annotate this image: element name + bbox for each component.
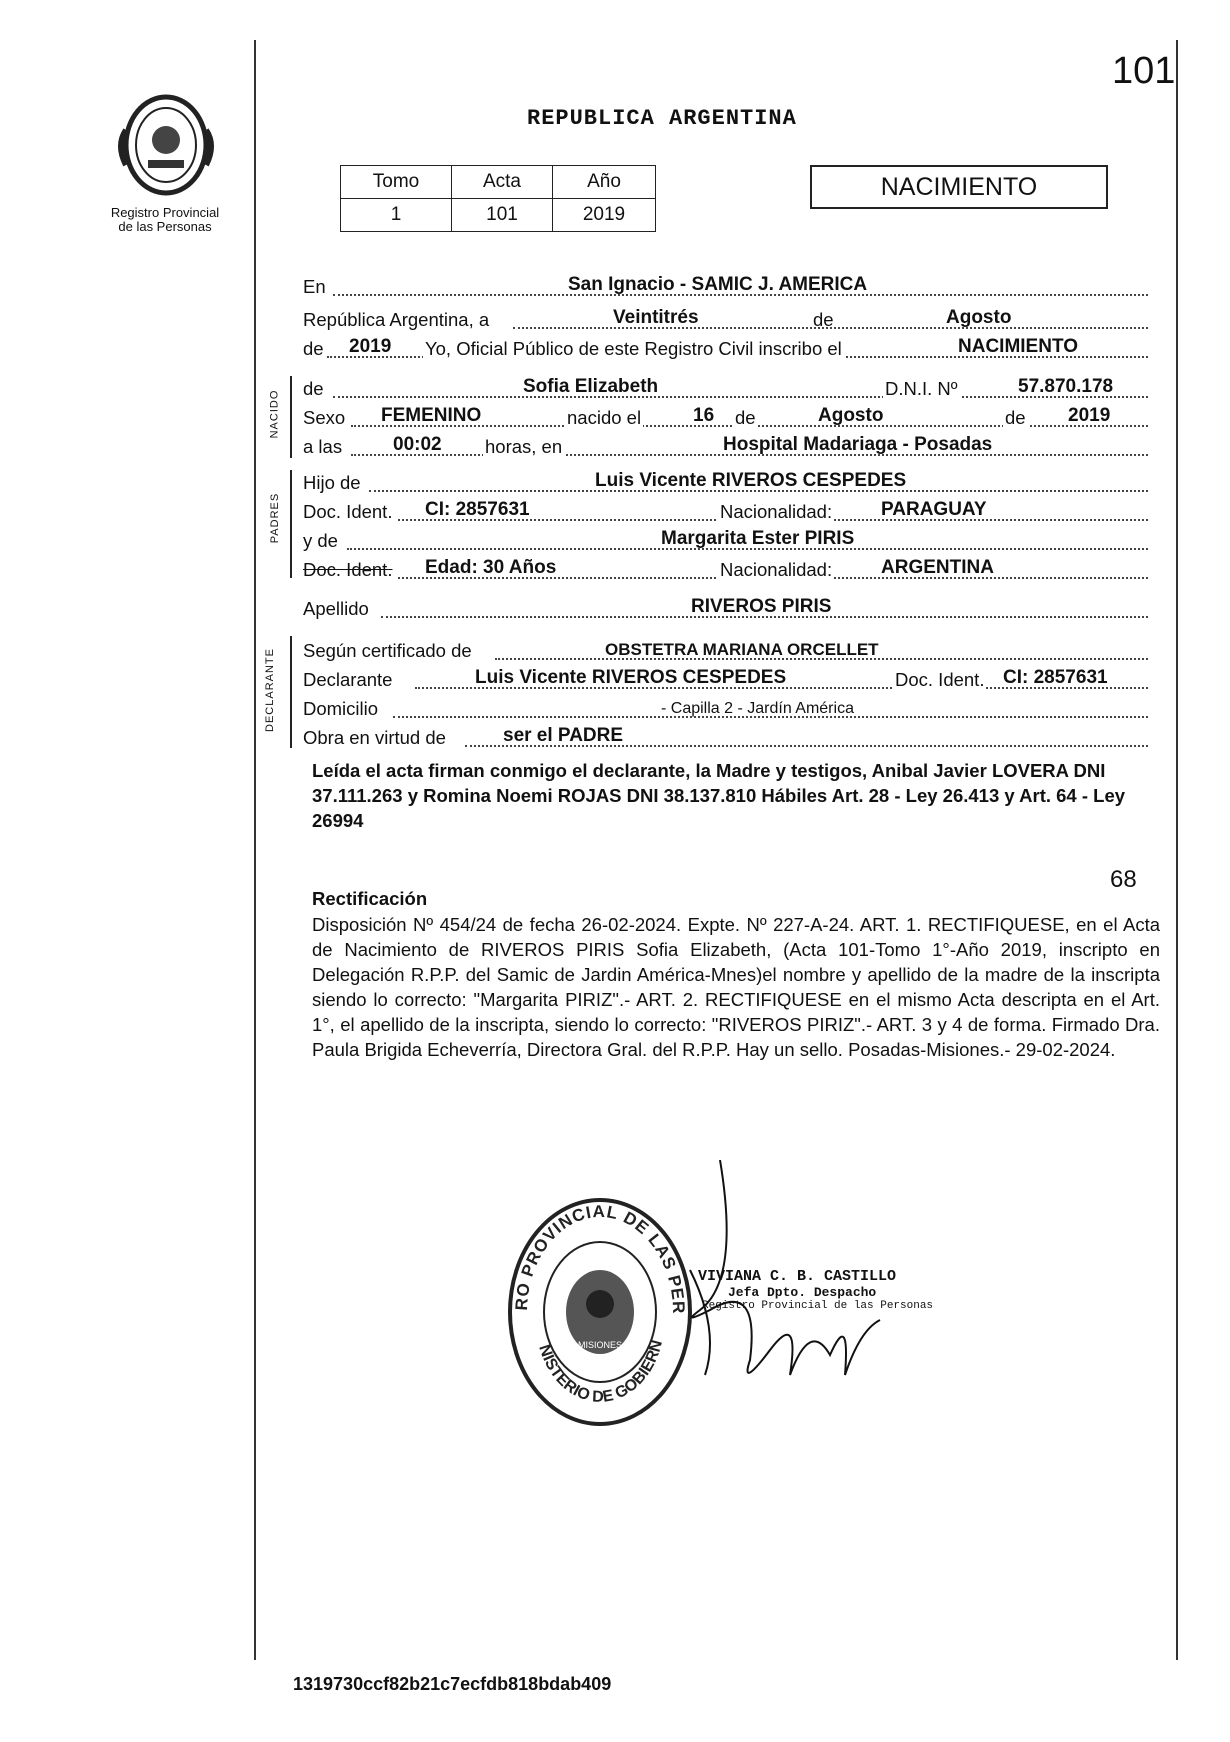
- value-padre: Luis Vicente RIVEROS CESPEDES: [595, 470, 907, 491]
- record-table-header: [341, 166, 656, 199]
- value-inscribo: NACIMIENTO: [958, 336, 1078, 357]
- rectificacion-heading: Rectificación: [312, 888, 428, 909]
- label-republica: República Argentina, a: [303, 309, 490, 330]
- label-alas: a las: [303, 436, 343, 457]
- stamp-line3: Registro Provincial de las Personas: [702, 1300, 934, 1312]
- value-year: 2019: [349, 336, 392, 357]
- header-acta: Acta: [452, 166, 553, 199]
- form-row-sexo: [303, 403, 1158, 433]
- rectificacion-text: Disposición Nº 454/24 de fecha 26-02-2024. Expte. Nº 227-A-24. ART. 1. RECTIFIQUESE, en el Acta de Nacimiento de RIVEROS PIRIS Sofia Elizabeth, (Acta 101-Tomo 1°-Año 2019, inscripto en Delegación R.P.P. del Samic de Jardin América-Mnes)el nombre y apellido de la madre de la inscripta siendo lo correcto: "Margarita PIRIZ".- ART. 2. RECTIFIQUESE en el mismo Acta descripta en el Art. 1°, el apellido de la inscripta, siendo lo correcto: "RIVEROS PIRIZ".- ART. 3 y 4 de forma. Firmado Dra. Paula Brigida Echeverría, Directora Gral. del R.P.P. Hay un sello. Posadas-Misiones.- 29-02-2024.: [312, 914, 1160, 1060]
- value-apellido: RIVEROS PIRIS: [691, 596, 832, 617]
- declarante-bracket: [290, 636, 292, 748]
- side-label-padres: PADRES: [269, 492, 282, 544]
- right-margin-line: [1176, 40, 1178, 1660]
- value-declarante: Luis Vicente RIVEROS CESPEDES: [475, 667, 787, 688]
- logo-caption: [90, 206, 240, 234]
- padres-bracket: [290, 470, 292, 578]
- logo-caption-line1: Registro Provincial: [110, 205, 220, 220]
- value-certificado: OBSTETRA MARIANA ORCELLET: [605, 640, 879, 659]
- record-table: [340, 165, 656, 232]
- label-de: de: [813, 309, 834, 330]
- label-segun: Según certificado de: [303, 640, 472, 661]
- label-nacionalidad: Nacionalidad:: [720, 501, 833, 522]
- form-row-inscribo: [303, 334, 1158, 364]
- value-nac-dia: 16: [693, 405, 715, 426]
- form-row-nombre: [303, 374, 1158, 404]
- value-madre-doc: Edad: 30 Años: [425, 557, 557, 578]
- label-doc2: Doc. Ident.: [303, 559, 393, 580]
- value-en: San Ignacio - SAMIC J. AMERICA: [568, 274, 868, 295]
- label-de2: de: [303, 338, 324, 359]
- value-padre-doc: CI: 2857631: [425, 499, 530, 520]
- form-row-madre: [303, 526, 1158, 556]
- side-label-declarante: DECLARANTE: [263, 648, 276, 732]
- seal-bottom-text: NISTERIO DE GOBIERN: [535, 1338, 667, 1406]
- official-seal: [505, 1196, 695, 1428]
- header-anio: Año: [553, 166, 656, 199]
- form-row-hora: [303, 432, 1158, 462]
- province-seal-icon: [112, 90, 220, 200]
- record-table-values: [341, 199, 656, 232]
- lectura-paragraph: Leída el acta firman conmigo el declarante, la Madre y testigos, Anibal Javier LOVERA DNI 37.111.263 y Romina Noemi ROJAS DNI 38.137.810 Hábiles Art. 28 - Ley 26.413 y Art. 64 - Ley 26994: [312, 760, 1126, 831]
- form-row-republica: [303, 305, 1158, 335]
- label-domicilio: Domicilio: [303, 698, 379, 719]
- value-dni: 57.870.178: [1018, 376, 1114, 397]
- signature-stamp: [698, 1268, 933, 1312]
- document-hash: 1319730ccf82b21c7ecfdb818bdab409: [293, 1674, 612, 1694]
- label-apellido: Apellido: [303, 598, 369, 619]
- label-nacionalidad2: Nacionalidad:: [720, 559, 833, 580]
- value-nac-anio: 2019: [1068, 405, 1111, 426]
- label-en: En: [303, 276, 326, 297]
- seal-top-text: RO PROVINCIAL DE LAS PER: [511, 1201, 689, 1315]
- form-row-padre-doc: [303, 497, 1158, 527]
- stamp-line2: Jefa Dpto. Despacho: [728, 1285, 877, 1300]
- form-row-en: [303, 272, 1158, 302]
- value-madre-nac: ARGENTINA: [881, 557, 994, 578]
- label-declarante: Declarante: [303, 669, 393, 690]
- form-row-hijo: [303, 468, 1158, 498]
- nacido-bracket: [290, 376, 292, 458]
- side-label-nacido: NACIDO: [268, 389, 281, 439]
- left-margin-line: [254, 40, 256, 1660]
- document-title: REPUBLICA ARGENTINA: [527, 106, 797, 131]
- label-de5: de: [1005, 407, 1026, 428]
- ministerio-seal-icon: [505, 1196, 695, 1428]
- label-nacido: nacido el: [567, 407, 642, 428]
- page-number: 101: [1112, 50, 1176, 92]
- label-yo: Yo, Oficial Público de este Registro Civil inscribo el: [425, 338, 842, 359]
- label-doc: Doc. Ident.: [303, 501, 393, 522]
- value-padre-nac: PARAGUAY: [881, 499, 987, 520]
- stamp-line1: VIVIANA C. B. CASTILLO: [698, 1268, 897, 1285]
- value-tomo: 1: [341, 199, 452, 232]
- record-type-box: NACIMIENTO: [810, 165, 1108, 209]
- value-day: Veintitrés: [613, 307, 699, 328]
- label-dni: D.N.I. Nº: [885, 378, 958, 399]
- form-row-domicilio: [303, 694, 1158, 724]
- form-row-obra: [303, 723, 1158, 753]
- value-declarante-doc: CI: 2857631: [1003, 667, 1108, 688]
- value-nombre: Sofia Elizabeth: [523, 376, 659, 397]
- value-lugar: Hospital Madariaga - Posadas: [723, 434, 993, 455]
- label-sexo: Sexo: [303, 407, 346, 428]
- value-hora: 00:02: [393, 434, 442, 455]
- value-domicilio: - Capilla 2 - Jardín América: [661, 700, 854, 717]
- form-row-madre-doc: [303, 555, 1158, 585]
- value-nac-mes: Agosto: [818, 405, 884, 426]
- seal-inner-text: MISIONES: [577, 1340, 623, 1350]
- value-sexo: FEMENINO: [381, 405, 482, 426]
- value-month: Agosto: [946, 307, 1012, 328]
- value-obra: ser el PADRE: [503, 725, 624, 746]
- form-row-declarante: [303, 665, 1158, 695]
- value-anio: 2019: [553, 199, 656, 232]
- label-yde: y de: [303, 530, 338, 551]
- logo-caption-line2: de las Personas: [118, 219, 212, 234]
- value-acta: 101: [452, 199, 553, 232]
- registro-logo: [112, 90, 220, 200]
- form-row-segun: [303, 636, 1158, 666]
- side-number: 68: [1110, 866, 1137, 893]
- label-de4: de: [735, 407, 756, 428]
- label-horas: horas, en: [485, 436, 563, 457]
- label-obra: Obra en virtud de: [303, 727, 446, 748]
- label-doc3: Doc. Ident.: [895, 669, 985, 690]
- label-hijo: Hijo de: [303, 472, 361, 493]
- value-madre: Margarita Ester PIRIS: [661, 528, 855, 549]
- header-tomo: Tomo: [341, 166, 452, 199]
- form-row-apellido: [303, 594, 1158, 624]
- label-de3: de: [303, 378, 324, 399]
